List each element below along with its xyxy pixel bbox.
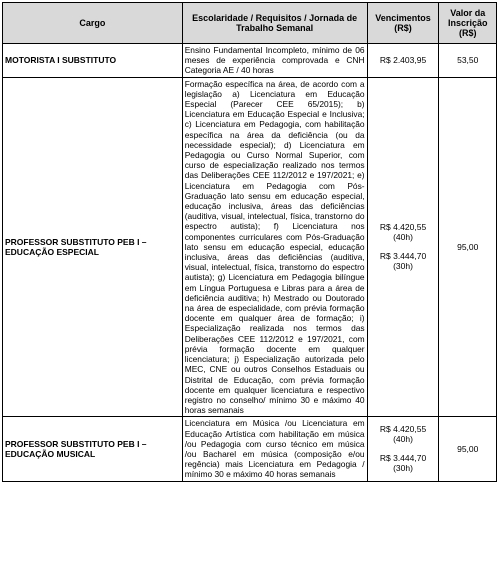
vencimento-value: R$ 3.444,70 xyxy=(379,453,427,464)
valor-inscricao-cell: 95,00 xyxy=(439,77,497,417)
cargo-cell: PROFESSOR SUBSTITUTO PEB I – EDUCAÇÃO ESPECIAL xyxy=(3,77,183,417)
valor-inscricao-cell: 95,00 xyxy=(439,417,497,481)
vacancies-table xyxy=(2,2,497,482)
escolaridade-cell: Ensino Fundamental Incompleto, mínimo de 06 meses de experiência comprovada e CNH Categoria AE / 40 horas xyxy=(182,44,367,78)
header-valor-line1: Valor da xyxy=(450,8,486,18)
jornada-value: (40h) xyxy=(393,232,413,243)
jornada-value: (30h) xyxy=(393,463,413,474)
header-vencimentos-line2: (R$) xyxy=(394,23,412,33)
header-vencimentos xyxy=(367,3,439,44)
table-row xyxy=(3,44,497,78)
vencimento-value: R$ 2.403,95 xyxy=(379,55,427,66)
vencimento-value: R$ 3.444,70 xyxy=(379,251,427,262)
vencimento-value: R$ 4.420,55 xyxy=(379,222,427,233)
jornada-value: (30h) xyxy=(393,261,413,272)
header-cargo: Cargo xyxy=(3,3,183,44)
valor-inscricao-cell: 53,50 xyxy=(439,44,497,78)
header-valor-line2: Inscrição xyxy=(447,18,488,28)
header-vencimentos-line1: Vencimentos xyxy=(375,13,431,23)
cargo-cell: PROFESSOR SUBSTITUTO PEB I – EDUCAÇÃO MUSICAL xyxy=(3,417,183,481)
escolaridade-cell: Licenciatura em Música /ou Licenciatura em Educação Artística com habilitação em música /ou Pedagogia com curso técnico em música /ou Bacharel em música (composição e/ou regência) mais Licenciatura em Pedagogia / mínimo 30 e máximo 40 horas semanais xyxy=(182,417,367,481)
header-escolaridade: Escolaridade / Requisitos / Jornada de Trabalho Semanal xyxy=(182,3,367,44)
vencimento-value: R$ 4.420,55 xyxy=(379,424,427,435)
cargo-cell: MOTORISTA I SUBSTITUTO xyxy=(3,44,183,78)
table-row xyxy=(3,77,497,417)
vencimento-cell xyxy=(367,417,439,481)
table-row xyxy=(3,417,497,481)
escolaridade-cell: Formação específica na área, de acordo com a legislação a) Licenciatura em Educação Especial (Parecer CEE 65/2015); b) Licenciatura em Educação Especial e Inclusiva; c) Licenciatura em Pedagogia, com habilitação específica na área da deficiência (ou da necessidade especial); d) Licenciatura em Pedagogia ou Curso Normal Superior, com curso de especialização realizado nos termos das Deliberações CEE 112/2012 e 197/2021; e) Licenciatura em Pedagogia com Pós-Graduação lato sensu em educação especial, educação inclusiva, áreas das deficiências (auditiva, visual, intelectual, física, transtorno do espectro autista); f) Licenciatura nos componentes curriculares com Pós-Graduação lato sensu em educação especial, educação inclusiva, áreas das deficiências (auditiva, visual, intelectual, física, transtorno do espectro autista); g) Licenciatura em Pedagogia bilíngue em Língua Portuguesa e Libras para a área de deficiência auditiva; h) Mestrado ou Doutorado na área de especialidade, com prévia formação docente em qualquer área de formação; i) Especialização realizada nos termos das Deliberações CEE 112/2012 e 197/2021, com prévia formação docente em qualquer licenciatura; j) Especialização autorizada pelo MEC, CNE ou outros Conselhos Estaduais ou Distrital de Educação, com prévia formação docente em qualquer licenciatura e respectivo registro no conselho/ mínimo 30 e máximo 40 horas semanais xyxy=(182,77,367,417)
header-valor-line3: (R$) xyxy=(458,28,477,38)
vencimento-cell xyxy=(367,44,439,78)
jornada-value: (40h) xyxy=(393,434,413,445)
header-valor-inscricao xyxy=(439,3,497,44)
table-header-row xyxy=(3,3,497,44)
vencimento-cell xyxy=(367,77,439,417)
